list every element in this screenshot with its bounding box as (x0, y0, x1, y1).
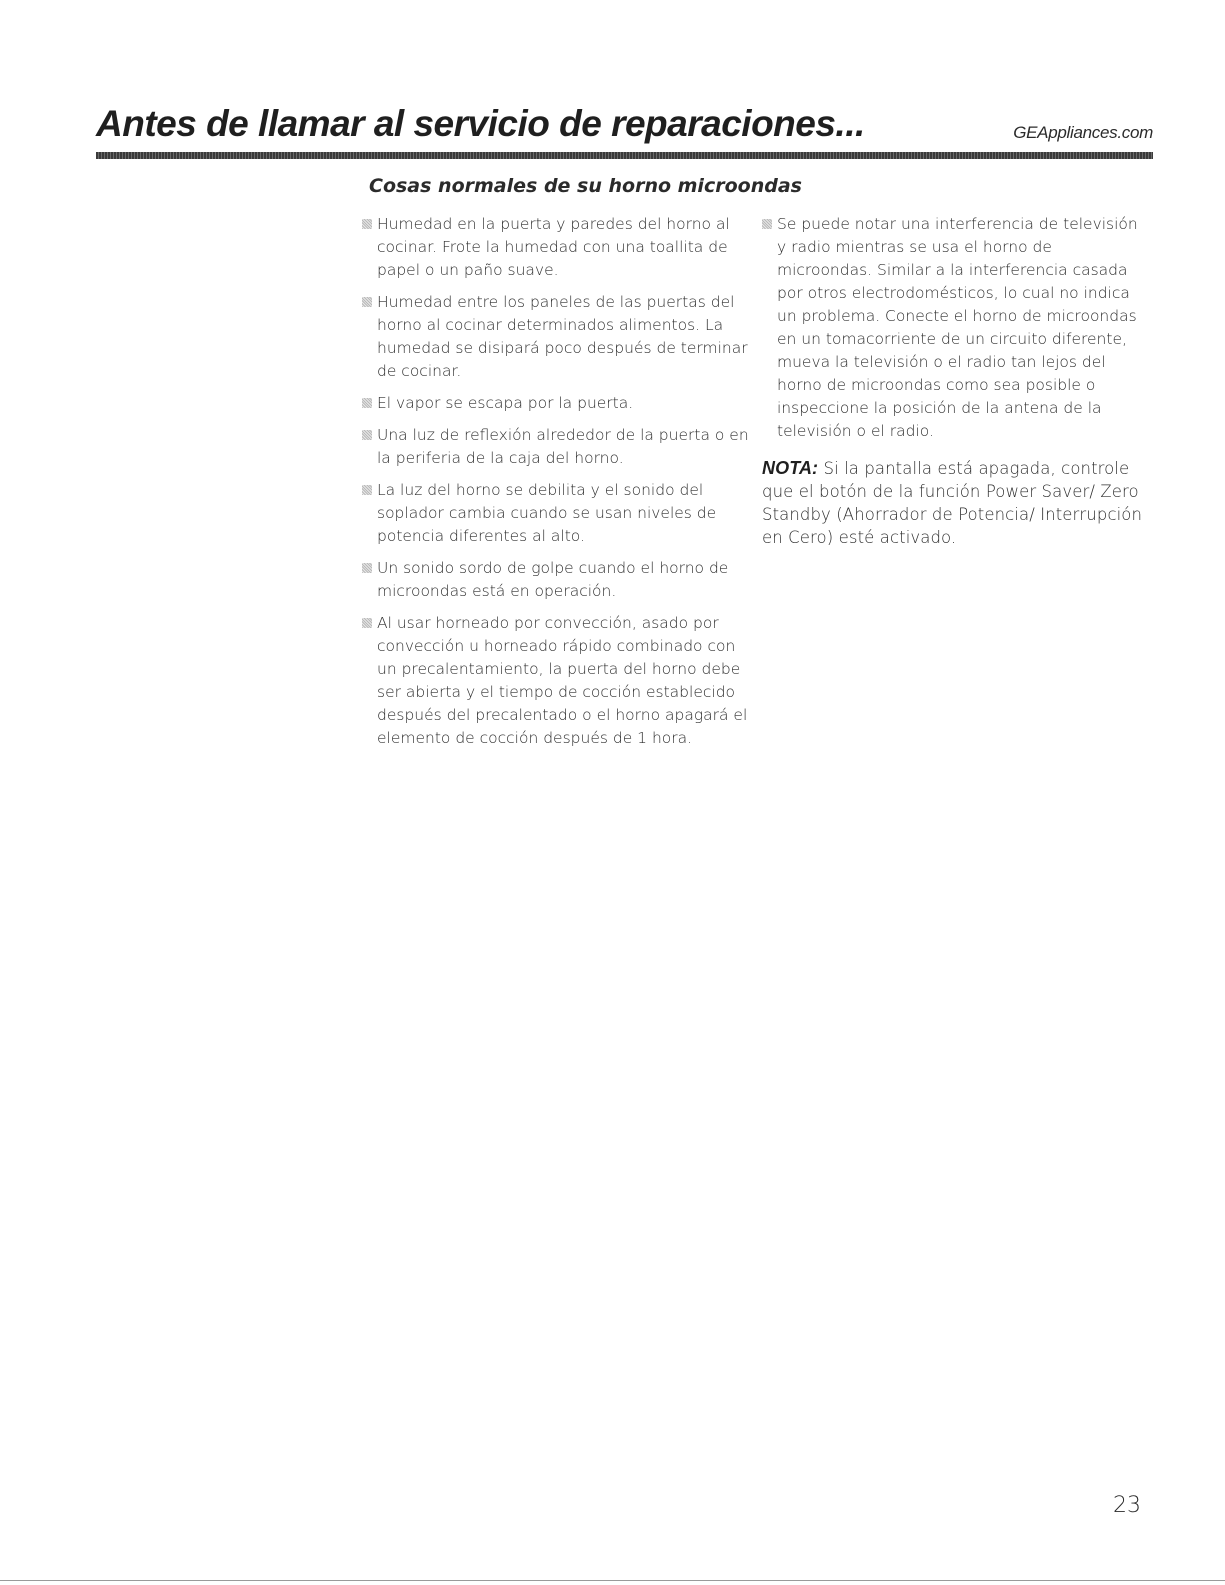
list-item (362, 424, 750, 470)
list-item (362, 557, 750, 603)
bullet-icon (362, 485, 372, 495)
left-column (362, 213, 750, 759)
page-title: Antes de llamar al servicio de reparaciones... (96, 103, 865, 144)
list-item-text: Un sonido sordo de golpe cuando el horno de microondas está en operación. (377, 559, 729, 600)
list-item (362, 291, 750, 383)
title-divider (96, 152, 1153, 159)
bullet-icon (362, 430, 372, 440)
list-item (362, 213, 750, 282)
page-number: 23 (1113, 1493, 1141, 1518)
section-heading: Cosas normales de su horno microondas (369, 175, 802, 197)
right-column (762, 213, 1150, 566)
list-item (762, 213, 1150, 443)
list-item (362, 392, 750, 415)
right-bullet-list (762, 213, 1150, 443)
list-item-text: La luz del horno se debilita y el sonido del soplador cambia cuando se usan niveles de potencia diferentes al alto. (377, 481, 717, 545)
bullet-icon (362, 297, 372, 307)
bullet-icon (362, 219, 372, 229)
bullet-icon (362, 563, 372, 573)
bullet-icon (762, 219, 772, 229)
list-item-text: Se puede notar una interferencia de televisión y radio mientras se usa el horno de microondas. Similar a la interferencia casada por otros electrodomésticos, lo cual no indica un problema. Conecte el horno de microondas en un tomacorriente de un circuito diferente, mueva la televisión o el radio tan lejos del horno de microondas como sea posible o inspeccione la posición de la antena de la televisión o el radio. (777, 215, 1138, 440)
note-paragraph (762, 457, 1150, 549)
list-item-text: Una luz de reflexión alrededor de la puerta o en la periferia de la caja del horno. (377, 426, 749, 467)
bottom-divider (0, 1580, 1225, 1581)
bullet-icon (362, 618, 372, 628)
list-item-text: Al usar horneado por convección, asado por convección u horneado rápido combinado con un precalentamiento, la puerta del horno debe ser abierta y el tiempo de cocción establecido después del precalentado o el horno apagará el elemento de cocción después de 1 hora. (377, 614, 748, 747)
bullet-icon (362, 398, 372, 408)
list-item (362, 479, 750, 548)
list-item-text: Humedad entre los paneles de las puertas del horno al cocinar determinados alimentos. La humedad se disipará poco después de terminar de cocinar. (377, 293, 748, 380)
list-item (362, 612, 750, 750)
list-item-text: El vapor se escapa por la puerta. (377, 394, 634, 412)
site-url: GEAppliances.com (1013, 123, 1153, 142)
list-item-text: Humedad en la puerta y paredes del horno al cocinar. Frote la humedad con una toallita de papel o un paño suave. (377, 215, 730, 279)
note-label: NOTA: (762, 458, 819, 478)
note-text: Si la pantalla está apagada, controle que el botón de la función Power Saver/ Zero Standby (Ahorrador de Potencia/ Interrupción en Cero) esté activado. (762, 459, 1143, 547)
left-bullet-list (362, 213, 750, 750)
